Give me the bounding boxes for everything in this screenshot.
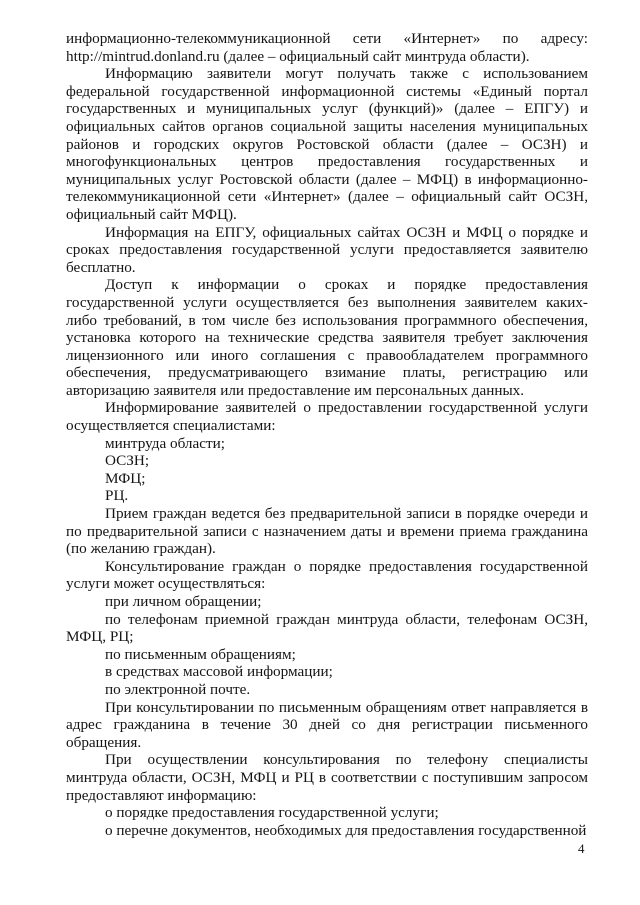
page-number: 4 bbox=[578, 841, 585, 856]
paragraph: При осуществлении консультирования по телефону специалисты минтруда области, ОСЗН, МФЦ и РЦ в соответствии с поступившим запросом предоставляют информацию: bbox=[66, 751, 588, 804]
paragraph: Консультирование граждан о порядке предоставления государственной услуги может осуществляться: bbox=[66, 557, 588, 593]
list-item: при личном обращении; bbox=[105, 593, 262, 610]
list-item: о порядке предоставления государственной услуги; bbox=[105, 804, 439, 822]
list-item-wrapped: по телефонам приемной граждан минтруда области, телефонам ОСЗН, МФЦ, РЦ; bbox=[66, 610, 588, 646]
paragraph: Информация на ЕПГУ, официальных сайтах ОСЗН и МФЦ о порядке и сроках предоставления государственной услуги предоставляется заявителю бесплатно. bbox=[66, 223, 588, 276]
paragraph: Информирование заявителей о предоставлении государственной услуги осуществляется специалистами: bbox=[66, 399, 588, 435]
list-item: МФЦ; bbox=[105, 469, 146, 487]
list-item: минтруда области; bbox=[105, 434, 225, 452]
list-item: в средствах массовой информации; bbox=[105, 663, 333, 681]
list-item: по электронной почте. bbox=[105, 680, 251, 698]
body-text bbox=[66, 30, 588, 839]
list-item: о перечне документов, необходимых для предоставления государственной bbox=[105, 821, 587, 839]
list-item: ОСЗН; bbox=[105, 452, 150, 470]
paragraph-continuation: информационно-телекоммуникационной сети «Интернет» по адресу: http://mintrud.donland.ru (далее – официальный сайт минтруда области). bbox=[66, 30, 588, 65]
list-item: РЦ. bbox=[105, 487, 129, 505]
paragraph: Прием граждан ведется без предварительной записи в порядке очереди и по предварительной записи с назначением даты и времени приема гражданина (по желанию граждан). bbox=[66, 505, 588, 558]
paragraph: Информацию заявители могут получать также с использованием федеральной государственной информационной системы «Единый портал государственных и муниципальных услуг (функций)» (далее – ЕПГУ) и официальных сайтов органов социальной защиты населения муниципальных районов и городских округов Ростовской области (далее – ОСЗН) и многофункциональных центров предоставления государственных и муниципальных услуг Ростовской области (далее – МФЦ) в информационно-телекоммуникационной сети «Интернет» (далее – официальный сайт ОСЗН, официальный сайт МФЦ). bbox=[66, 65, 588, 223]
paragraph: Доступ к информации о сроках и порядке предоставления государственной услуги осуществляется без выполнения заявителем каких-либо требований, в том числе без использования программного обеспечения, установка которого на технические средства заявителя требует заключения лицензионного или иного соглашения с правообладателем программного обеспечения, предусматривающего взимание платы, регистрацию или авторизацию заявителя или предоставление им персональных данных. bbox=[66, 276, 588, 399]
list-item: по письменным обращениям; bbox=[105, 645, 296, 663]
paragraph: При консультировании по письменным обращениям ответ направляется в адрес гражданина в течение 30 дней со дня регистрации письменного обращения. bbox=[66, 698, 588, 751]
